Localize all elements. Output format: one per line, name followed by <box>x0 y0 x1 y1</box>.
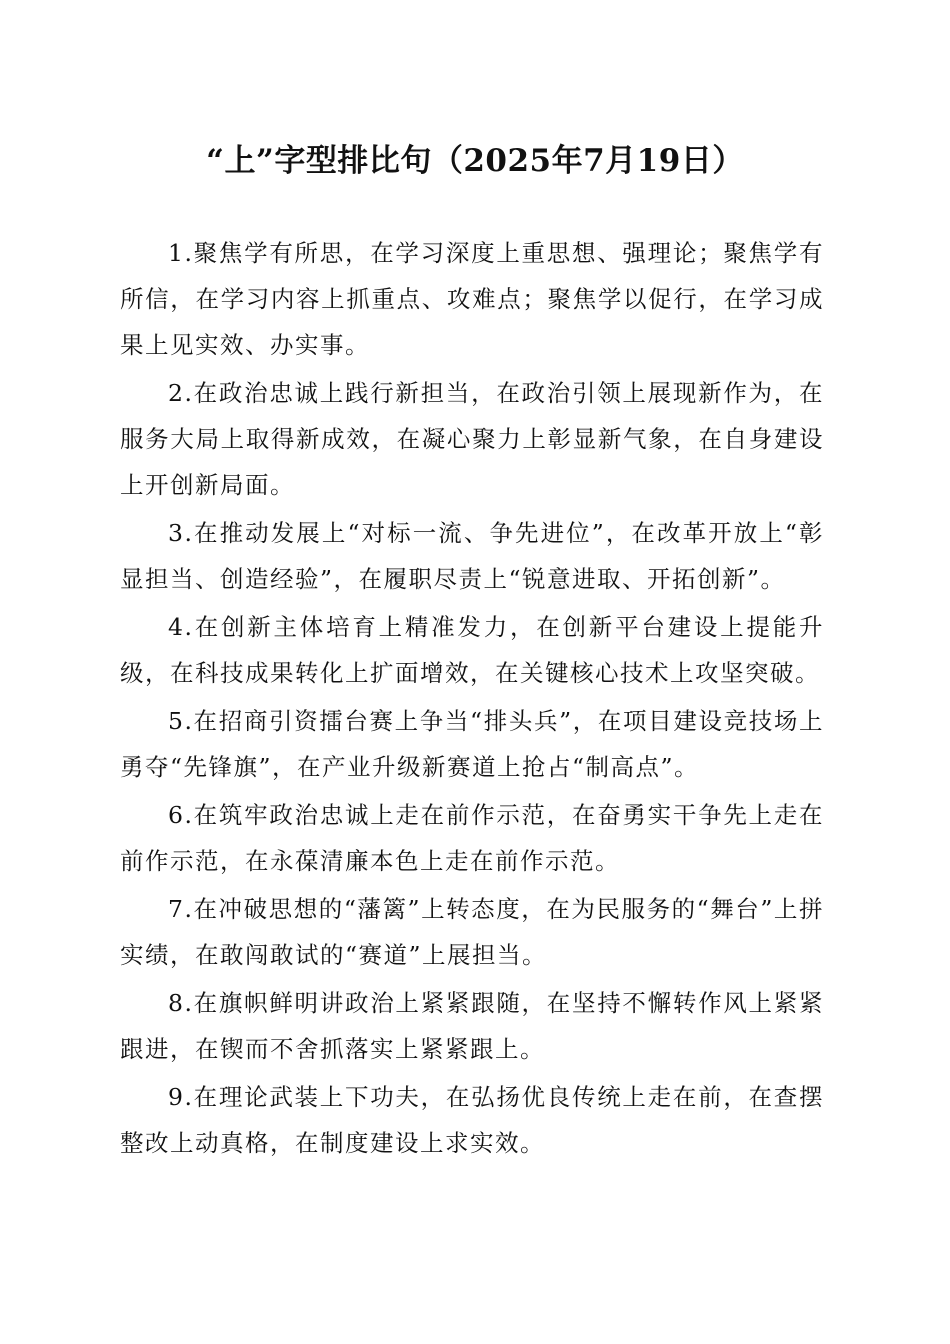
paragraph-8: 8.在旗帜鲜明讲政治上紧紧跟随，在坚持不懈转作风上紧紧跟进，在锲而不舍抓落实上紧紧跟上。 <box>120 989 824 1063</box>
paragraph-7: 7.在冲破思想的“藩篱”上转态度，在为民服务的“舞台”上拼实绩，在敢闯敢试的“赛道”上展担当。 <box>120 895 824 969</box>
document-body <box>120 230 824 1168</box>
paragraph-6: 6.在筑牢政治忠诚上走在前作示范，在奋勇实干争先上走在前作示范，在永葆清廉本色上走在前作示范。 <box>120 801 824 875</box>
paragraph-3: 3.在推动发展上“对标一流、争先进位”，在改革开放上“彰显担当、创造经验”，在履职尽责上“锐意进取、开拓创新”。 <box>120 519 824 593</box>
paragraph-2: 2.在政治忠诚上践行新担当，在政治引领上展现新作为，在服务大局上取得新成效，在凝心聚力上彰显新气象，在自身建设上开创新局面。 <box>120 379 824 499</box>
paragraph-1: 1.聚焦学有所思，在学习深度上重思想、强理论；聚焦学有所信，在学习内容上抓重点、攻难点；聚焦学以促行，在学习成果上见实效、办实事。 <box>120 239 824 359</box>
paragraph-5: 5.在招商引资擂台赛上争当“排头兵”，在项目建设竞技场上勇夺“先锋旗”，在产业升级新赛道上抢占“制高点”。 <box>120 707 824 781</box>
paragraph-4: 4.在创新主体培育上精准发力，在创新平台建设上提能升级，在科技成果转化上扩面增效，在关键核心技术上攻坚突破。 <box>120 613 824 687</box>
document-title: “上”字型排比句（2025年7月19日） <box>206 143 744 179</box>
paragraph-9: 9.在理论武装上下功夫，在弘扬优良传统上走在前，在查摆整改上动真格，在制度建设上求实效。 <box>120 1083 824 1157</box>
